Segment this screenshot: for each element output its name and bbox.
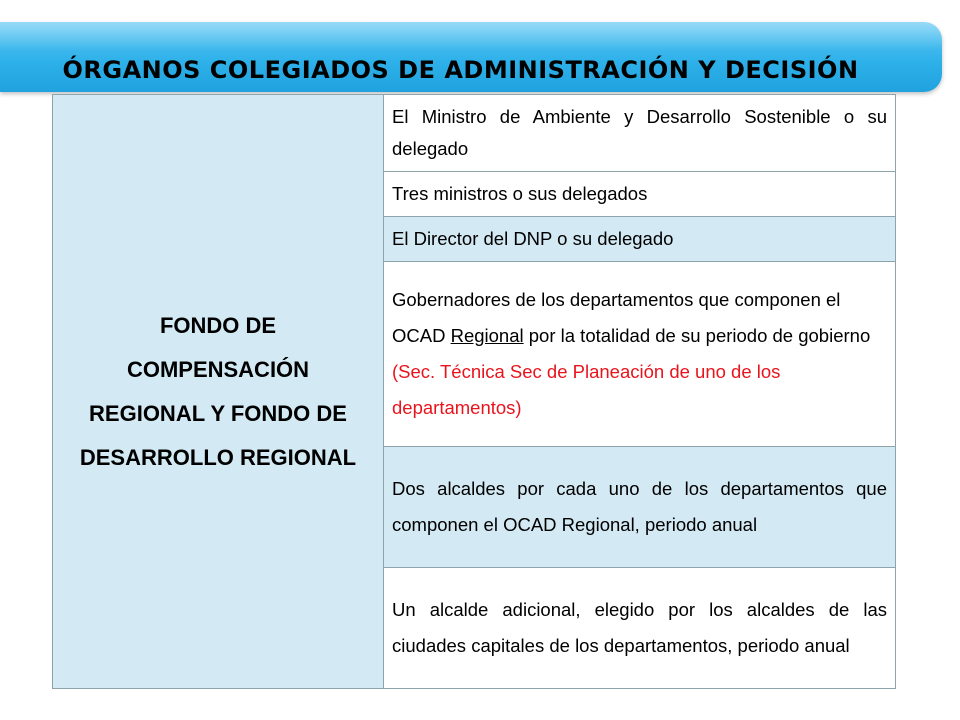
member-dos-alcaldes: Dos alcaldes por cada uno de los departamentos que componen el OCAD Regional, periodo anual	[384, 447, 896, 568]
member-ministro-ambiente: El Ministro de Ambiente y Desarrollo Sostenible o su delegado	[384, 95, 896, 172]
gobernadores-text-b: por la totalidad de su periodo de gobierno	[523, 325, 871, 346]
fund-label: FONDO DE COMPENSACIÓN REGIONAL Y FONDO DE DESARROLLO REGIONAL	[53, 95, 384, 689]
header-row	[53, 46, 896, 95]
member-director-dnp: El Director del DNP o su delegado	[384, 217, 896, 262]
ocad-table	[52, 46, 896, 689]
page-title: ÓRGANOS COLEGIADOS DE ADMINISTRACIÓN Y DECISIÓN	[62, 56, 859, 84]
member-alcalde-adicional: Un alcalde adicional, elegido por los alcaldes de las ciudades capitales de los departamentos, periodo anual	[384, 568, 896, 689]
regional-underlined: Regional	[450, 325, 524, 346]
secretaria-tecnica-note: (Sec. Técnica Sec de Planeación de uno de los departamentos)	[392, 361, 781, 418]
member-tres-ministros: Tres ministros o sus delegados	[384, 172, 896, 217]
member-gobernadores	[384, 262, 896, 447]
gobernadores-text-a: Gobernadores de los departamentos que componen el OCAD	[392, 289, 841, 346]
member-row-1	[53, 95, 896, 172]
